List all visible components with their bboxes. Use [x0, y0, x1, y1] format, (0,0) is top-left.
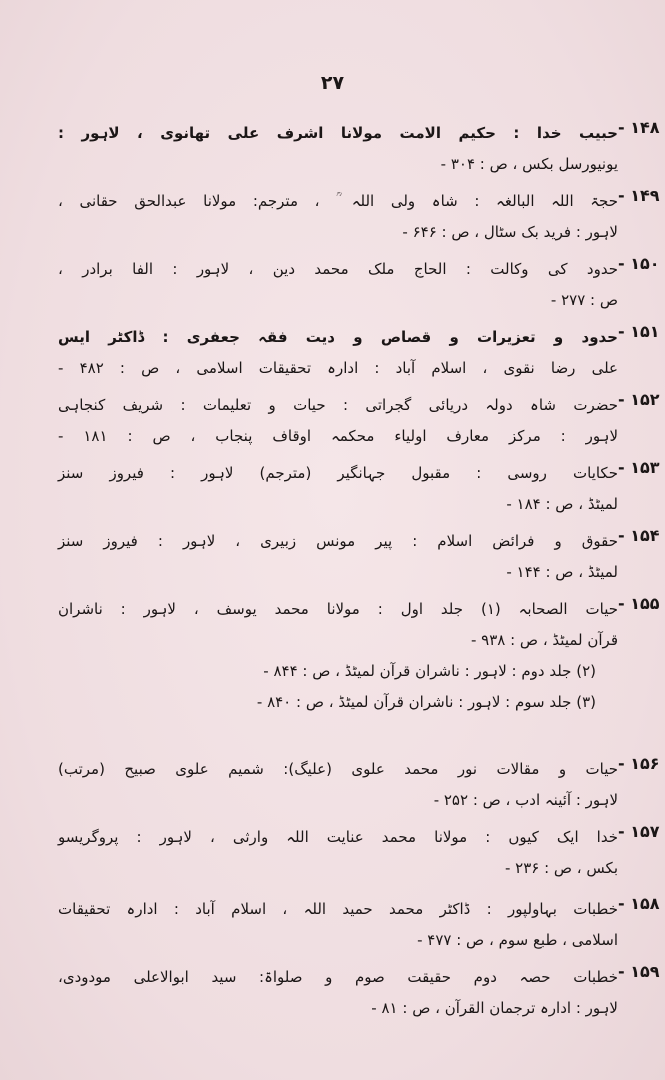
entry-number: ۱۵۲ -: [618, 390, 660, 409]
entry-line: لمیٹڈ ، ص : ۱۴۴ -: [506, 563, 618, 581]
entry-number: ۱۵۰ -: [618, 254, 660, 273]
entry-line: لاہور : ادارہ ترجمان القرآن ، ص : ۸۱ -: [371, 999, 618, 1017]
bibliography-entry: [58, 390, 660, 452]
entry-number: ۱۴۹ -: [618, 186, 660, 205]
bibliography-entry: [58, 822, 660, 884]
entry-line: حبیب خدا : حکیم الامت مولانا اشرف علی تھانوی ، لاہور :: [58, 124, 618, 142]
entry-line: یونیورسل بکس ، ص : ۳۰۴ -: [440, 155, 618, 173]
entry-line: لمیٹڈ ، ص : ۱۸۴ -: [506, 495, 618, 513]
entry-line: حضرت شاہ دولہ دریائی گجراتی : حیات و تعلیمات : شریف کنجاہی: [58, 396, 618, 414]
bibliography-entry: [58, 322, 660, 384]
entry-line: حدود و تعزیرات و قصاص و دیت فقہ جعفری : ڈاکٹر ایس: [58, 328, 618, 346]
entry-line: لاہور : مرکز معارف اولیاء محکمہ اوقاف پنجاب ، ص : ۱۸۱ -: [58, 427, 618, 445]
entry-number: ۱۵۹ -: [618, 962, 660, 981]
bibliography-entry: [58, 458, 660, 520]
entry-line: حدود کی وکالت : الحاج ملک محمد دین ، لاہور : الفا برادر ،: [58, 260, 618, 278]
bibliography-entry: [58, 526, 660, 588]
entry-number: ۱۴۸ -: [618, 118, 660, 137]
entry-line: علی رضا نقوی ، اسلام آباد : ادارہ تحقیقات اسلامی ، ص : ۴۸۲ -: [58, 359, 619, 377]
entry-line: حیات الصحابہ (۱) جلد اول : مولانا محمد یوسف ، لاہور : ناشران: [58, 600, 618, 618]
entry-line: اسلامی ، طبع سوم ، ص : ۴۷۷ -: [417, 931, 618, 949]
bibliography-entry: [58, 118, 660, 180]
entry-number: ۱۵۱ -: [618, 322, 660, 341]
entry-line: لاہور : فرید بک سٹال ، ص : ۶۴۶ -: [402, 223, 618, 241]
entry-number: ۱۵۵ -: [618, 594, 660, 613]
entry-line: حیات و مقالات نور محمد علوی (علیگ): شمیم علوی صبیح (مرتب): [58, 760, 618, 778]
entry-line: لاہور : آئینہ ادب ، ص : ۲۵۲ -: [433, 791, 618, 809]
entry-line: خدا ایک کیوں : مولانا محمد عنایت اللہ وارثی ، لاہور : پروگریسو: [58, 828, 618, 846]
entry-line: (۳) جلد سوم : لاہور : ناشران قرآن لمیٹڈ ، ص : ۸۴۰ -: [256, 693, 596, 711]
entry-line: خطبات حصہ دوم حقیقت صوم و صلواۃ: سید ابوالاعلی مودودی،: [58, 968, 618, 986]
entry-number: ۱۵۳ -: [618, 458, 660, 477]
entry-number: ۱۵۴ -: [618, 526, 660, 545]
bibliography-entry: [58, 594, 660, 718]
entry-line: حجۃ اللہ البالغہ : شاہ ولی اللہ ؒ ، مترجم: مولانا عبدالحق حقانی ،: [58, 192, 618, 210]
entry-number: ۱۵۶ -: [618, 754, 660, 773]
entry-line: (۲) جلد دوم : لاہور : ناشران قرآن لمیٹڈ ، ص : ۸۴۴ -: [263, 662, 596, 680]
bibliography-entry: [58, 254, 660, 316]
page-number: ۲۷: [320, 72, 345, 94]
entry-number: ۱۵۷ -: [618, 822, 660, 841]
entry-line: بکس ، ص : ۲۳۶ -: [504, 859, 618, 877]
entry-line: حکایات روسی : مقبول جہانگیر (مترجم) لاہور : فیروز سنز: [58, 464, 618, 482]
entry-line: حقوق و فرائض اسلام : پیر مونس زبیری ، لاہور : فیروز سنز: [58, 532, 618, 550]
entry-line: ص : ۲۷۷ -: [550, 291, 618, 309]
entry-line: قرآن لمیٹڈ ، ص : ۹۳۸ -: [470, 631, 618, 649]
bibliography-entry: [58, 894, 660, 956]
entry-number: ۱۵۸ -: [618, 894, 660, 913]
bibliography-entry: [58, 186, 660, 248]
bibliography-entry: [58, 754, 660, 816]
bibliography-entry: [58, 962, 660, 1024]
entry-line: خطبات بہاولپور : ڈاکٹر محمد حمید اللہ ، اسلام آباد : ادارہ تحقیقات: [58, 900, 618, 918]
